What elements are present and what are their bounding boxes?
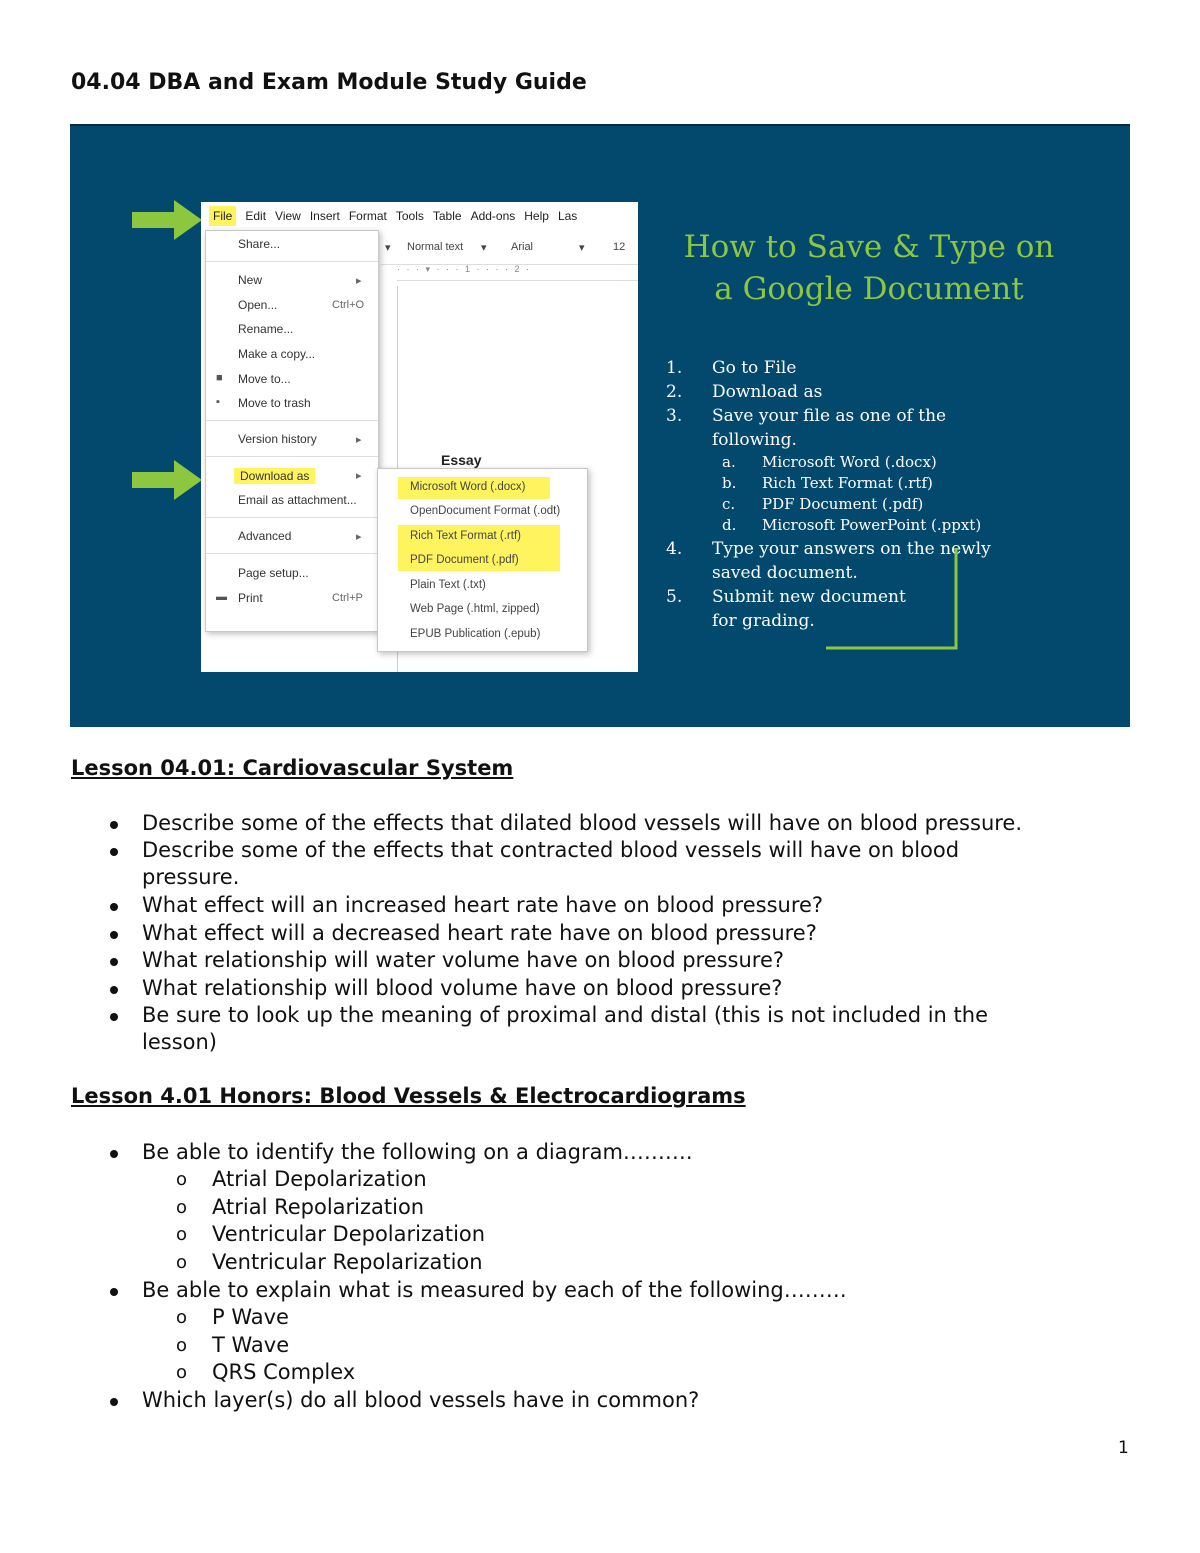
bullet-text: Describe some of the effects that dilated blood vessels will have on blood pressure.: [142, 811, 1023, 835]
download-option: EPUB Publication (.epub): [410, 628, 541, 640]
step-item: [666, 428, 797, 452]
sub-bullet-text: T Wave: [212, 1332, 290, 1357]
bullet-icon: [110, 931, 118, 939]
instruction-banner: [70, 124, 1130, 727]
sub-bullet-item: [176, 1221, 486, 1248]
banner-heading: How to Save & Type on a Google Document: [683, 229, 1055, 307]
menu-shortcut: ▸: [356, 470, 362, 482]
file-menu-item: Advanced: [238, 529, 292, 543]
bullet-text: What relationship will blood volume have on blood pressure?: [142, 976, 783, 1000]
step-item: [666, 404, 946, 428]
bullet-item: [142, 1139, 1132, 1166]
style-select: Normal text: [407, 241, 464, 253]
menu-separator: [206, 553, 378, 554]
circle-bullet-icon: o: [176, 1224, 188, 1245]
bullet-text: Be able to identify the following on a diagram……….: [142, 1140, 693, 1164]
menubar-item: Format: [348, 209, 387, 223]
bullet-text: Be able to explain what is measured by each of the following………: [142, 1278, 847, 1302]
essay-heading: Essay: [441, 452, 482, 468]
bullet-item: [142, 975, 1132, 1002]
sub-bullet-text: QRS Complex: [212, 1360, 356, 1384]
size-select: 12: [613, 241, 626, 253]
bullet-text: lesson): [142, 1030, 217, 1054]
file-menu-item: Open...: [238, 298, 278, 312]
menubar-item: View: [275, 209, 301, 223]
circle-bullet-icon: o: [176, 1169, 188, 1190]
file-menu-item: Download as: [234, 468, 315, 484]
download-option: Microsoft Word (.docx): [410, 481, 526, 493]
bullet-item: [142, 810, 1132, 837]
bullet-text: What relationship will water volume have on blood pressure?: [142, 948, 785, 972]
download-option: OpenDocument Format (.odt): [410, 505, 561, 517]
step-text: Download as: [712, 382, 823, 402]
substep-text: Microsoft Word (.docx): [762, 453, 937, 471]
bullet-icon: [110, 821, 118, 829]
docs-ruler: · · · ▾ · · · 1 · · · · 2 ·: [397, 264, 638, 281]
step-text: Type your answers on the newly: [712, 539, 991, 559]
step-text: saved document.: [712, 563, 858, 583]
sub-bullet-text: Ventricular Depolarization: [212, 1222, 486, 1246]
bullet-item: [142, 1387, 1132, 1414]
substep-item: [722, 515, 981, 536]
sub-bullet-item: [176, 1359, 356, 1386]
bullet-icon: [110, 958, 118, 966]
step-number: 2.: [666, 382, 683, 402]
menubar-item: Insert: [309, 209, 340, 223]
step-text: Save your file as one of the: [712, 406, 947, 426]
menubar-item: Help: [524, 209, 549, 223]
step-item: [666, 356, 796, 380]
sub-bullet-text: Ventricular Repolarization: [212, 1249, 483, 1274]
menubar-item: Edit: [245, 209, 267, 223]
bullet-item: [142, 837, 1132, 891]
sub-bullet-text: Atrial Depolarization: [212, 1167, 427, 1191]
menu-separator: [206, 517, 378, 518]
file-menu-item: Rename...: [238, 322, 294, 336]
bullet-icon: [110, 986, 118, 994]
bullet-text: Which layer(s) do all blood vessels have in common?: [142, 1388, 700, 1412]
lesson2-heading: Lesson 4.01 Honors: Blood Vessels & Electrocardiograms: [71, 1084, 746, 1108]
substep-letter: b.: [722, 474, 737, 492]
menu-shortcut: Ctrl+O: [332, 299, 365, 311]
step-number: 5.: [666, 587, 683, 607]
print-icon: ▬: [216, 591, 227, 603]
bullet-text: Be sure to look up the meaning of proximal and distal (this is not included in the: [142, 1003, 988, 1027]
lesson1-heading: Lesson 04.01: Cardiovascular System: [71, 756, 514, 780]
menu-separator: [206, 456, 378, 457]
file-menu-item: Email as attachment...: [238, 493, 357, 507]
bullet-icon: [110, 1398, 118, 1406]
sub-bullet-item: [176, 1249, 483, 1276]
download-submenu: [377, 468, 588, 652]
bullet-text: Describe some of the effects that contracted blood vessels will have on blood: [142, 838, 960, 862]
sub-bullet-item: [176, 1332, 290, 1359]
file-menu-item: New: [238, 273, 263, 287]
file-menu-item: Page setup...: [238, 566, 309, 580]
sub-bullet-item: [176, 1304, 289, 1331]
menu-shortcut: ▸: [356, 434, 362, 446]
file-menu-item: Move to trash: [238, 396, 311, 410]
file-menu-item: Version history: [238, 432, 317, 446]
menu-separator: [206, 420, 378, 421]
download-option: Plain Text (.txt): [410, 579, 486, 591]
bullet-text: What effect will a decreased heart rate have on blood pressure?: [142, 921, 817, 945]
arrow-right-icon: [132, 200, 202, 240]
file-menu-item: Make a copy...: [238, 347, 316, 361]
substep-item: [722, 494, 923, 515]
arrow-right-icon: [132, 460, 202, 500]
circle-bullet-icon: o: [176, 1251, 188, 1273]
file-menu-item: Move to...: [238, 372, 291, 386]
menubar-item: Tools: [395, 209, 424, 223]
menubar-item: File: [209, 206, 236, 226]
bullet-item: [142, 920, 1132, 947]
substep-letter: d.: [722, 516, 737, 534]
google-docs-screenshot: [201, 202, 638, 672]
font-select: Arial: [511, 241, 534, 253]
substep-text: Microsoft PowerPoint (.ppxt): [762, 516, 982, 534]
page-number: 1: [1118, 1438, 1129, 1458]
menubar-item: Las: [557, 209, 578, 223]
substep-letter: c.: [722, 495, 736, 513]
step-text: Go to File: [712, 358, 797, 378]
docs-toolbar: ▾ Normal text ▾ Arial ▾ 12: [381, 232, 638, 265]
step-text: following.: [712, 430, 797, 450]
bullet-item: [142, 1277, 1132, 1304]
file-menu-item: Share...: [238, 237, 281, 251]
bullet-item: [142, 1002, 1132, 1056]
sub-bullet-text: Atrial Repolarization: [212, 1194, 425, 1219]
menu-separator: [206, 261, 378, 262]
bullet-icon: [110, 1288, 118, 1296]
download-option: Rich Text Format (.rtf): [410, 530, 521, 542]
substep-text: Rich Text Format (.rtf): [762, 474, 933, 492]
file-menu: [205, 230, 379, 632]
substep-item: [722, 452, 937, 473]
circle-bullet-icon: o: [176, 1196, 188, 1218]
trash-icon: ▪: [216, 396, 220, 408]
menubar-item: Table: [432, 209, 462, 223]
bullet-item: [142, 892, 1132, 919]
file-menu-item: Print: [238, 591, 263, 605]
menu-shortcut: ▸: [356, 531, 362, 543]
substep-item: [722, 473, 933, 494]
menu-shortcut: Ctrl+P: [332, 592, 363, 604]
sub-bullet-text: P Wave: [212, 1305, 289, 1329]
sub-bullet-item: [176, 1166, 427, 1193]
bullet-icon: [110, 1013, 118, 1021]
sub-bullet-item: [176, 1194, 425, 1221]
menubar-item: Add-ons: [470, 209, 516, 223]
step-text: for grading.: [712, 611, 815, 631]
step-item: [666, 380, 822, 404]
step-item: [666, 609, 815, 633]
document-title: 04.04 DBA and Exam Module Study Guide: [71, 70, 587, 95]
download-option: PDF Document (.pdf): [410, 554, 519, 566]
step-number: 4.: [666, 539, 683, 559]
folder-icon: ■: [216, 372, 223, 384]
bullet-item: [142, 947, 1132, 974]
circle-bullet-icon: o: [176, 1307, 188, 1328]
bullet-text: What effect will an increased heart rate have on blood pressure?: [142, 893, 824, 917]
substep-text: PDF Document (.pdf): [762, 495, 924, 513]
bullet-icon: [110, 1150, 118, 1158]
step-text: Submit new document: [712, 587, 906, 607]
download-option: Web Page (.html, zipped): [410, 603, 540, 615]
circle-bullet-icon: o: [176, 1362, 188, 1383]
docs-menubar: [201, 202, 638, 230]
bullet-icon: [110, 848, 118, 856]
circle-bullet-icon: o: [176, 1334, 188, 1356]
bullet-text: pressure.: [142, 865, 240, 889]
step-number: 1.: [666, 358, 683, 378]
step-number: 3.: [666, 406, 683, 426]
substep-letter: a.: [722, 453, 736, 471]
bracket-line: [826, 548, 960, 650]
bullet-icon: [110, 903, 118, 911]
menu-shortcut: ▸: [356, 275, 362, 287]
